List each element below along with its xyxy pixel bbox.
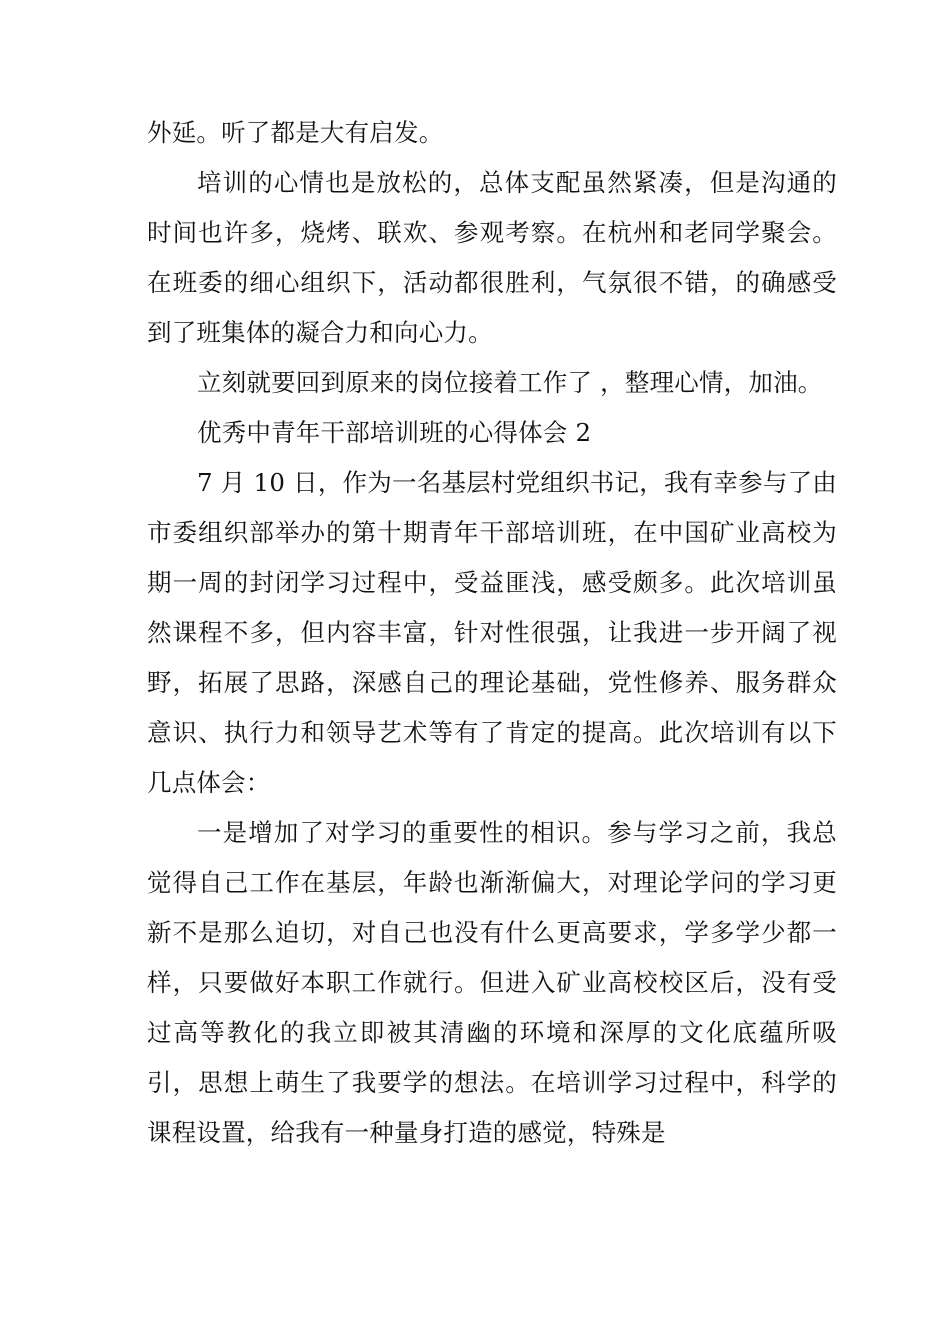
paragraph-continuation: 外延。听了都是大有启发。 [147,118,444,147]
document-body [147,108,837,1158]
paragraph-point-one: 一是增加了对学习的重要性的相识。参与学习之前，我总觉得自己工作在基层，年龄也渐渐偏大，对理论学问的学习更新不是那么迫切，对自己也没有什么更高要求，学多学少都一样，只要做好本职工作就行。但进入矿业高校校区后，没有受过高等教化的我立即被其清幽的环境和深厚的文化底蕴所吸引，思想上萌生了我要学的想法。在培训学习过程中，科学的课程设置，给我有一种量身打造的感觉，特殊是 [147,818,837,1147]
paragraph-return-to-work: 立刻就要回到原来的岗位接着工作了 ，整理心情，加油。 [197,368,823,397]
section-heading: 优秀中青年干部培训班的心得体会 2 [197,418,592,447]
paragraph-training-mood: 培训的心情也是放松的，总体支配虽然紧凑，但是沟通的时间也许多，烧烤、联欢、参观考察。在杭州和老同学聚会。在班委的细心组织下，活动都很胜利，气氛很不错，的确感受到了班集体的凝合力和向心力。 [147,168,837,347]
paragraph-intro: 7 月 10 日，作为一名基层村党组织书记，我有幸参与了由市委组织部举办的第十期青年干部培训班，在中国矿业高校为期一周的封闭学习过程中，受益匪浅，感受颇多。此次培训虽然课程不多，但内容丰富，针对性很强，让我进一步开阔了视野，拓展了思路，深感自己的理论基础，党性修养、服务群众意识、执行力和领导艺术等有了肯定的提高。此次培训有以下几点体会： [147,468,837,797]
